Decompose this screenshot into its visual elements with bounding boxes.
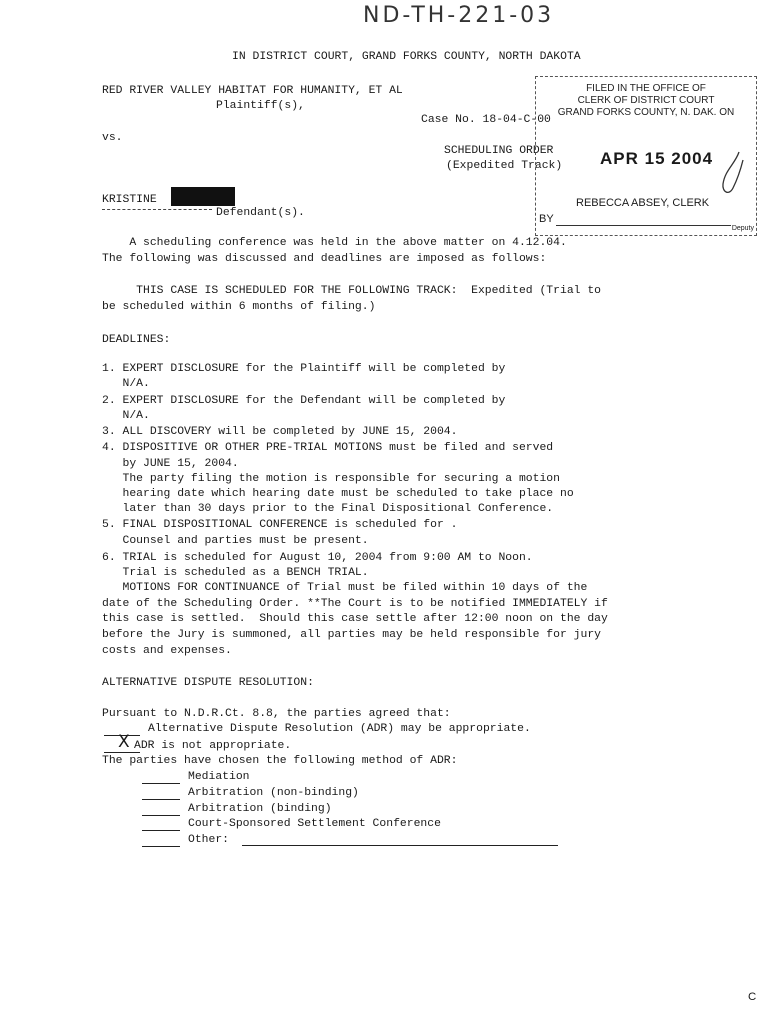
adr-method-intro: The parties have chosen the following method of ADR: bbox=[102, 755, 458, 767]
adr-option-2: ADR is not appropriate. bbox=[134, 740, 292, 752]
continuance-line-3: this case is settled. Should this case settle after 12:00 noon on the day bbox=[102, 613, 608, 625]
stamp-clerk: REBECCA ABSEY, CLERK bbox=[576, 197, 710, 209]
defendant-name: KRISTINE bbox=[102, 194, 157, 206]
deadline-4-line-3: The party filing the motion is responsible for securing a motion bbox=[102, 473, 560, 485]
deadline-3: 3. ALL DISCOVERY will be completed by JUNE 15, 2004. bbox=[102, 426, 458, 438]
redaction-block bbox=[171, 187, 235, 206]
deadline-1-line-2: N/A. bbox=[102, 378, 150, 390]
continuance-line-5: costs and expenses. bbox=[102, 645, 232, 657]
court-heading: IN DISTRICT COURT, GRAND FORKS COUNTY, NORTH DAKOTA bbox=[232, 51, 581, 63]
method-other: Other: bbox=[188, 834, 230, 846]
track-line-2: be scheduled within 6 months of filing.) bbox=[102, 301, 376, 313]
defendant-role: Defendant(s). bbox=[216, 207, 305, 219]
plaintiff-role: Plaintiff(s), bbox=[216, 100, 305, 112]
deadline-4-line-2: by JUNE 15, 2004. bbox=[102, 458, 239, 470]
deadline-2-line-1: 2. EXPERT DISCLOSURE for the Defendant will be completed by bbox=[102, 395, 506, 407]
deadline-2-line-2: N/A. bbox=[102, 410, 150, 422]
stamp-line-1: FILED IN THE OFFICE OF bbox=[586, 83, 706, 94]
defendant-underline bbox=[102, 209, 212, 210]
corner-mark: C bbox=[748, 991, 757, 1003]
method-blank-arbitration-nonbinding bbox=[142, 799, 180, 800]
deadline-6-line-1: 6. TRIAL is scheduled for August 10, 2004 from 9:00 AM to Noon. bbox=[102, 552, 533, 564]
method-arbitration-nonbinding: Arbitration (non-binding) bbox=[188, 787, 359, 799]
track-line-1: THIS CASE IS SCHEDULED FOR THE FOLLOWING TRACK: Expedited (Trial to bbox=[102, 285, 601, 297]
adr-option-1: Alternative Dispute Resolution (ADR) may be appropriate. bbox=[148, 723, 531, 735]
deadline-6-line-2: Trial is scheduled as a BENCH TRIAL. bbox=[102, 567, 369, 579]
method-blank-other bbox=[142, 846, 180, 847]
deadline-1-line-1: 1. EXPERT DISCLOSURE for the Plaintiff will be completed by bbox=[102, 363, 506, 375]
deadline-5-line-1: 5. FINAL DISPOSITIONAL CONFERENCE is scheduled for . bbox=[102, 519, 458, 531]
deadline-4-line-1: 4. DISPOSITIVE OR OTHER PRE-TRIAL MOTIONS must be filed and served bbox=[102, 442, 554, 454]
method-other-fill-line bbox=[242, 845, 558, 846]
intro-line-2: The following was discussed and deadlines are imposed as follows: bbox=[102, 253, 547, 265]
stamp-signature-line bbox=[556, 225, 731, 226]
order-track: (Expedited Track) bbox=[446, 160, 563, 172]
method-arbitration-binding: Arbitration (binding) bbox=[188, 803, 332, 815]
stamp-date: APR 15 2004 bbox=[600, 149, 714, 168]
method-blank-arbitration-binding bbox=[142, 815, 180, 816]
deadline-4-line-4: hearing date which hearing date must be scheduled to take place no bbox=[102, 488, 574, 500]
adr-checkmark: X bbox=[118, 732, 130, 752]
intro-line-1: A scheduling conference was held in the above matter on 4.12.04. bbox=[102, 237, 567, 249]
handwritten-case-reference: ND-TH-221-03 bbox=[363, 3, 555, 28]
continuance-line-4: before the Jury is summoned, all parties may be held responsible for jury bbox=[102, 629, 601, 641]
handwritten-initial bbox=[717, 150, 747, 200]
continuance-line-2: date of the Scheduling Order. **The Court is to be notified IMMEDIATELY if bbox=[102, 598, 608, 610]
adr-intro: Pursuant to N.D.R.Ct. 8.8, the parties agreed that: bbox=[102, 708, 451, 720]
versus-label: vs. bbox=[102, 132, 123, 144]
case-number: Case No. 18-04-C-00 bbox=[421, 114, 551, 126]
continuance-line-1: MOTIONS FOR CONTINUANCE of Trial must be filed within 10 days of the bbox=[102, 582, 588, 594]
plaintiff-name: RED RIVER VALLEY HABITAT FOR HUMANITY, ET AL bbox=[102, 85, 403, 97]
deadlines-heading: DEADLINES: bbox=[102, 334, 171, 346]
method-mediation: Mediation bbox=[188, 771, 250, 783]
stamp-line-2: CLERK OF DISTRICT COURT bbox=[577, 95, 715, 106]
deadline-5-line-2: Counsel and parties must be present. bbox=[102, 535, 369, 547]
method-blank-mediation bbox=[142, 783, 180, 784]
method-blank-settlement-conference bbox=[142, 830, 180, 831]
stamp-deputy-label: Deputy bbox=[731, 225, 754, 232]
stamp-by-label: BY bbox=[539, 213, 554, 225]
order-title: SCHEDULING ORDER bbox=[444, 145, 554, 157]
method-settlement-conference: Court-Sponsored Settlement Conference bbox=[188, 818, 441, 830]
deadline-4-line-5: later than 30 days prior to the Final Dispositional Conference. bbox=[102, 503, 554, 515]
adr-heading: ALTERNATIVE DISPUTE RESOLUTION: bbox=[102, 677, 314, 689]
stamp-line-3: GRAND FORKS COUNTY, N. DAK. ON bbox=[557, 107, 735, 118]
